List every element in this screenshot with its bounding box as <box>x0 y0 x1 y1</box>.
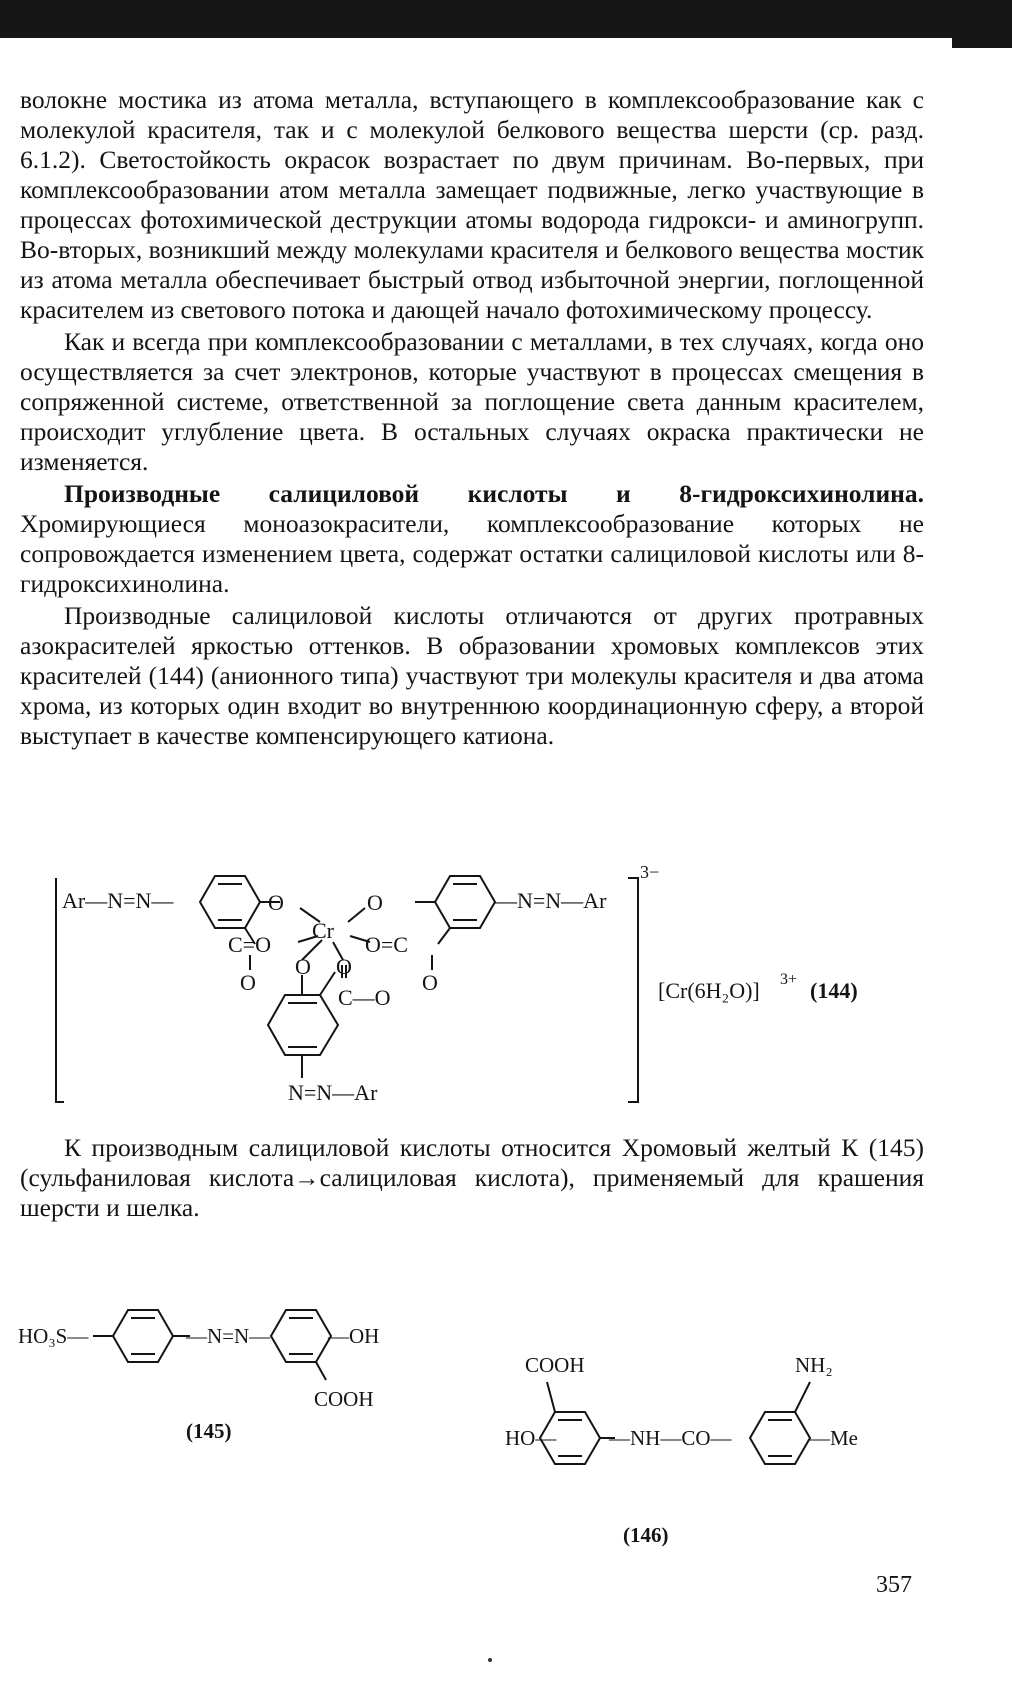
methyl-group: —Me <box>809 1426 858 1450</box>
chromium-center: Cr <box>312 918 334 943</box>
paragraph-4: Производные салициловой кислоты отличаются от других протравных азокрасителей яркостью оттенков. В образовании хромовых комплексов этих красителей (144) (анионного типа) участвуют три молекулы красителя и два атома хрома, из которых один входит во внутреннюю координационную сферу, а второй выступает в качестве компенсирующего катиона. <box>20 601 924 750</box>
paragraph-1: волокне мостика из атома металла, вступающего в комплексообразование как с молекулой красителя, так и с молекулой белкового вещества шерсти (ср. разд. 6.1.2). Светостойкость окрасок возрастает по двум причинам. Во-первых, при комплексообразовании атом металла замещает подвижные, легко участвующие в процессах фотохимической деструкции атомы водорода гидрокси- и аминогрупп. Во-вторых, возникший между молекулами красителя и белкового вещества мостик из атома металла обеспечивает быстрый отвод избыточной энергии, поглощенной красителем из светового потока и дающей начало фотохимическому процессу. <box>20 85 924 324</box>
ho-group: HO— <box>505 1426 557 1450</box>
carbonyl-bottom: C—O <box>338 985 391 1010</box>
o-right: O <box>367 890 383 915</box>
o-minus-left: O <box>240 970 256 995</box>
complex-charge: 3− <box>640 862 660 882</box>
o-bottom-right: O <box>336 954 352 979</box>
azo-group: —N=N— <box>186 1324 271 1348</box>
compound-number-146: (146) <box>623 1523 669 1547</box>
oh-group: —OH <box>328 1324 380 1348</box>
ar-bottom-label: N=N—Ar <box>288 1080 378 1105</box>
section-heading: Производные салициловой кислоты и 8-гидроксихинолина. <box>64 479 924 508</box>
nh2-group: NH₂ <box>795 1353 833 1377</box>
page-top-border <box>0 0 1012 38</box>
print-speck <box>488 1658 492 1662</box>
text-block-bottom <box>20 1133 924 1223</box>
structure-144-figure <box>40 860 940 1120</box>
cation-charge: 3+ <box>780 971 798 988</box>
carbonyl-left: C=O <box>228 932 271 957</box>
paragraph-3 <box>20 479 924 599</box>
structure-146-figure <box>505 1342 925 1557</box>
carbonyl-right: O=C <box>365 932 408 957</box>
ar-right-label: —N=N—Ar <box>495 888 607 913</box>
o-minus-right: O <box>422 970 438 995</box>
page-number: 357 <box>876 1572 912 1598</box>
amide-linker: —NH—CO— <box>609 1426 732 1450</box>
o-bottom-left: O <box>295 954 311 979</box>
paragraph-3-text: Хромирующиеся моноазокрасители, комплексообразование которых не сопровождается изменением цвета, содержат остатки салициловой кислоты или 8-гидроксихинолина. <box>20 509 924 598</box>
cooh-group: COOH <box>314 1387 374 1411</box>
cation-formula: [Cr(6H₂O)] <box>658 978 760 1003</box>
paragraph-5: К производным салициловой кислоты относится Хромовый желтый К (145) (сульфаниловая кислота→салициловая кислота), применяемый для крашения шерсти и шелка. <box>20 1133 924 1222</box>
compound-number-144: (144) <box>810 978 858 1003</box>
paragraph-2: Как и всегда при комплексообразовании с металлами, в тех случаях, когда оно осуществляется за счет электронов, которые участвуют в процессах смещения в сопряженной системе, ответственной за поглощение света данным красителем, происходит углубление цвета. В остальных случаях окраска практически не изменяется. <box>20 327 924 476</box>
cooh-group: COOH <box>525 1353 585 1377</box>
structure-145-figure <box>18 1250 458 1450</box>
compound-number-145: (145) <box>186 1419 232 1443</box>
o-left: O <box>268 890 284 915</box>
hso3-group: HO₃S— <box>18 1324 89 1348</box>
text-block-top <box>20 85 924 751</box>
ar-left-label: Ar—N=N— <box>62 888 174 913</box>
